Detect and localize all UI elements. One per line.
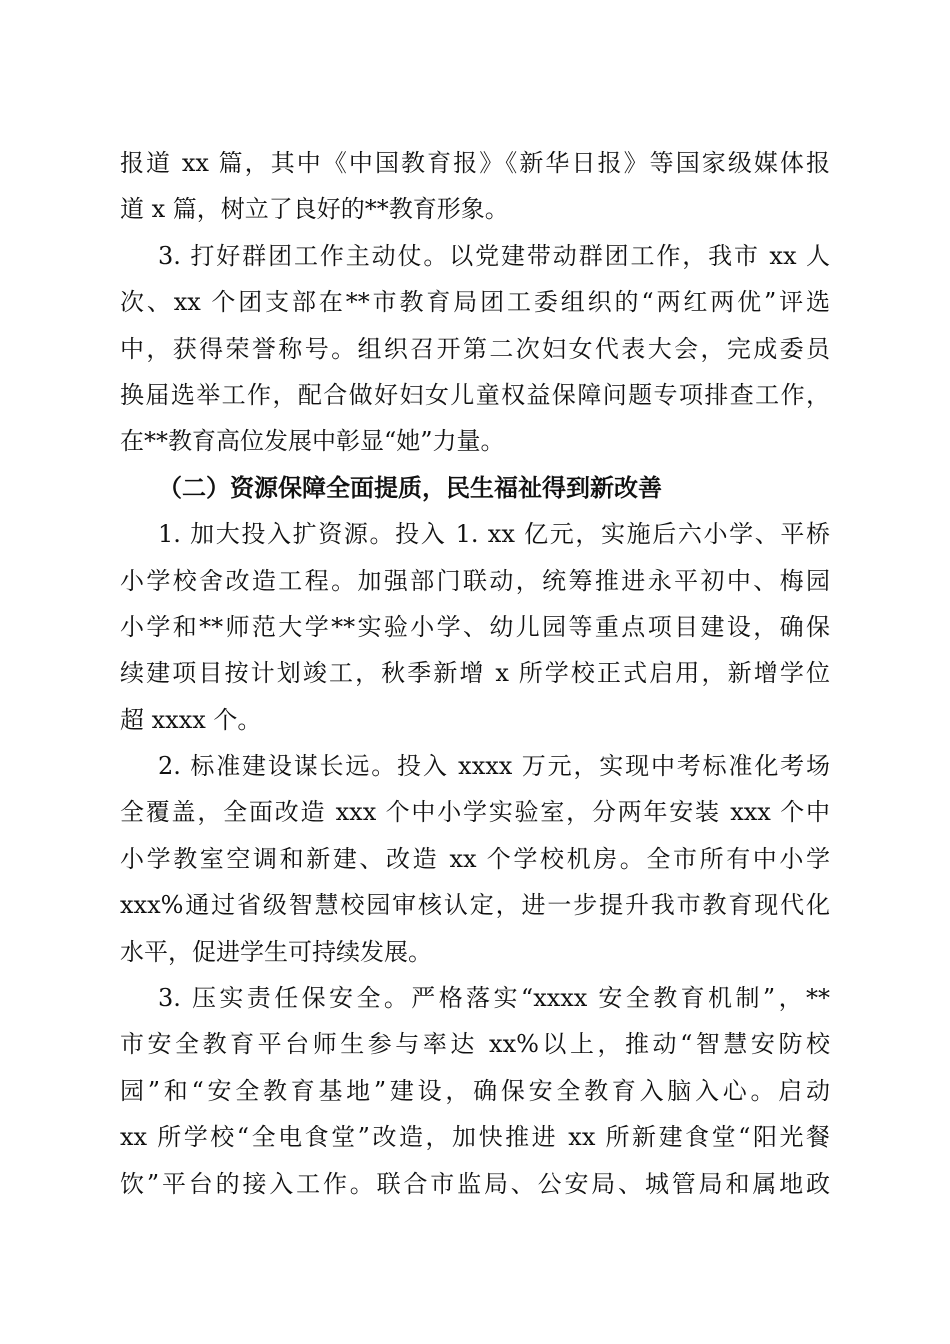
text-line: 超 xxxx 个。 [120, 705, 262, 734]
text-line: 报道 xx 篇，其中《中国教育报》《新华日报》等国家级媒体报 [120, 149, 830, 177]
section-heading: （二）资源保障全面提质，民生福祉得到新改善 [158, 472, 662, 502]
paragraph-investment [120, 511, 830, 743]
text-line: 园”和“安全教育基地”建设，确保安全教育入脑入心。启动 [120, 1076, 830, 1105]
paragraph-safety [120, 975, 830, 1207]
text-line: 小学校舍改造工程。加强部门联动，统筹推进永平初中、梅园 [120, 566, 830, 595]
text-line: 3. 压实责任保安全。严格落实“xxxx 安全教育机制”，** [158, 984, 830, 1013]
text-line: 全覆盖，全面改造 xxx 个中小学实验室，分两年安装 xxx 个中 [120, 798, 830, 827]
text-line: 中，获得荣誉称号。组织召开第二次妇女代表大会，完成委员 [120, 334, 830, 363]
text-line: xxx%通过省级智慧校园审核认定，进一步提升我市教育现代化 [120, 891, 830, 920]
text-line: 在**教育高位发展中彰显“她”力量。 [120, 427, 505, 456]
paragraph-standard-construction [120, 743, 830, 975]
text-line: 1. 加大投入扩资源。投入 1. xx 亿元，实施后六小学、平桥 [158, 520, 830, 549]
text-line: 3. 打好群团工作主动仗。以党建带动群团工作，我市 xx 人 [158, 241, 830, 270]
text-line: 水平，促进学生可持续发展。 [120, 937, 432, 966]
text-line: 道 x 篇，树立了良好的**教育形象。 [120, 195, 509, 224]
text-line: 2. 标准建设谋长远。投入 xxxx 万元，实现中考标准化考场 [158, 752, 830, 781]
text-line: 市安全教育平台师生参与率达 xx%以上，推动“智慧安防校 [120, 1030, 830, 1059]
text-line: 小学和**师范大学**实验小学、幼儿园等重点项目建设，确保 [120, 612, 830, 641]
text-line: 饮”平台的接入工作。联合市监局、公安局、城管局和属地政 [120, 1169, 830, 1198]
paragraph-group-work [120, 233, 830, 465]
text-line: xx 所学校“全电食堂”改造，加快推进 xx 所新建食堂“阳光餐 [120, 1123, 830, 1152]
text-line: 换届选举工作，配合做好妇女儿童权益保障问题专项排查工作， [120, 380, 830, 409]
text-line: 小学教室空调和新建、改造 xx 个学校机房。全市所有中小学 [120, 844, 830, 873]
text-line: 次、xx 个团支部在**市教育局团工委组织的“两红两优”评选 [120, 288, 830, 317]
text-line: 续建项目按计划竣工，秋季新增 x 所学校正式启用，新增学位 [120, 659, 830, 688]
paragraph-media-coverage [120, 140, 830, 233]
document-body [120, 140, 830, 1207]
